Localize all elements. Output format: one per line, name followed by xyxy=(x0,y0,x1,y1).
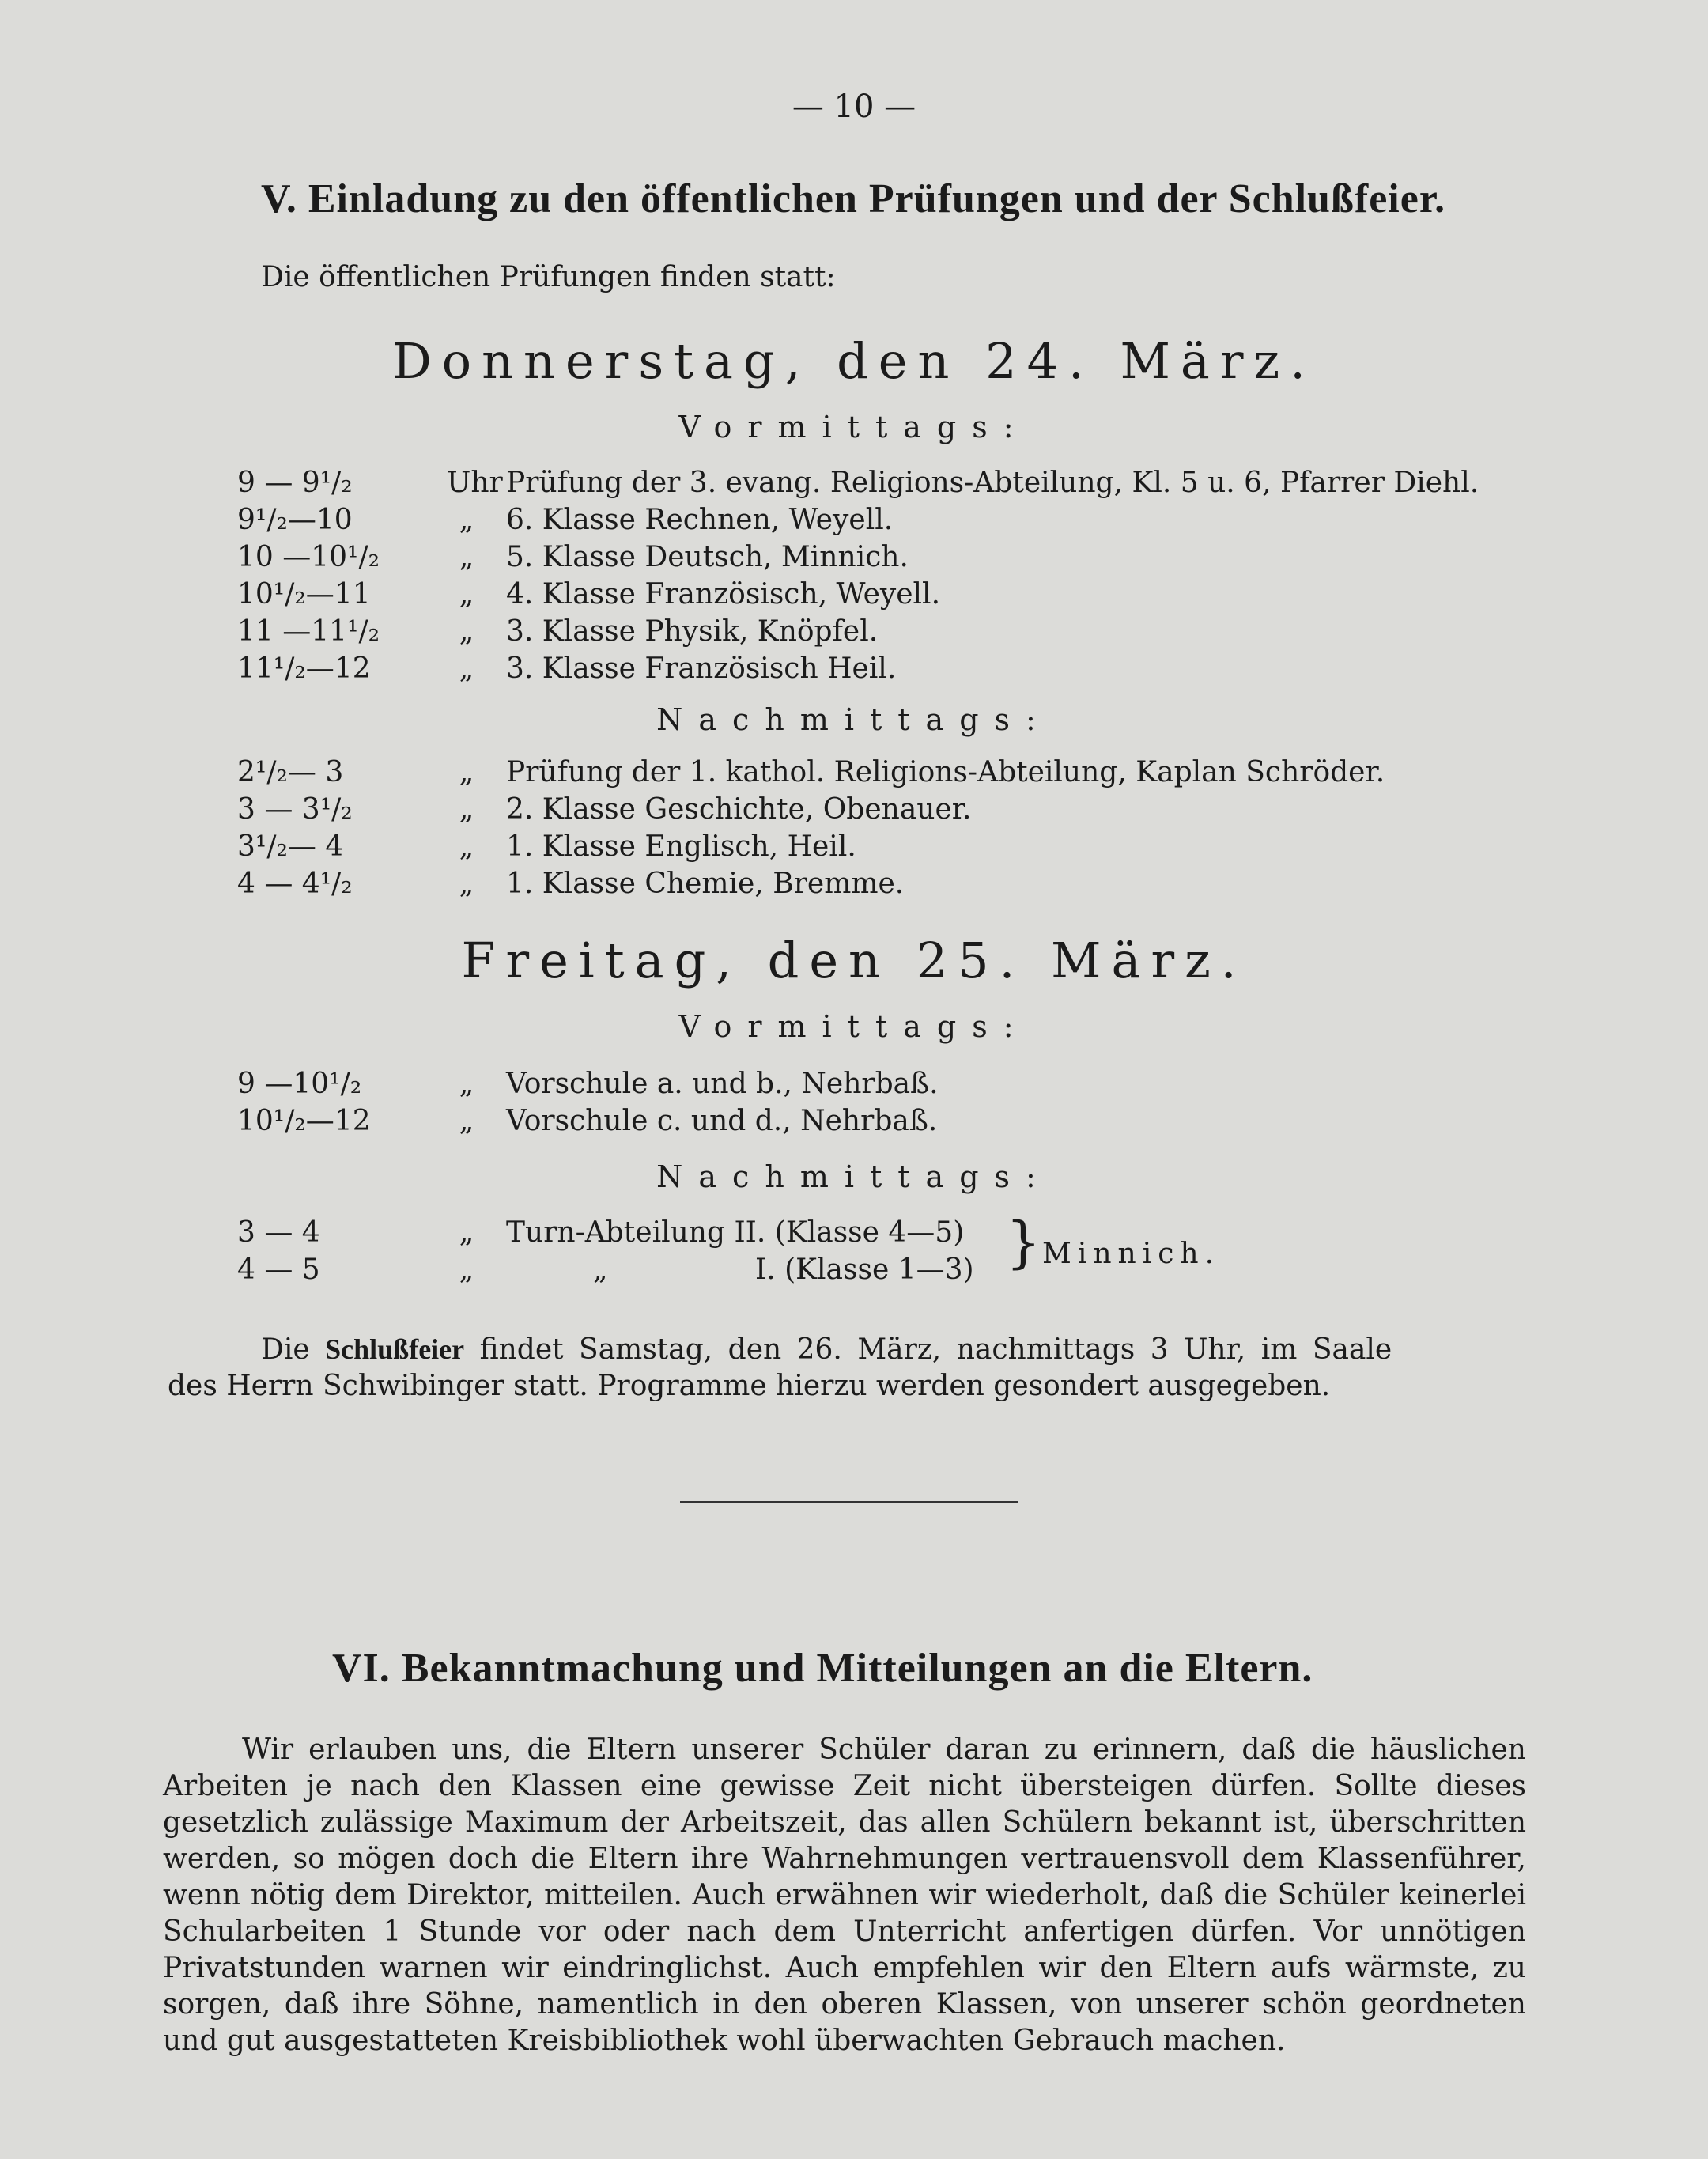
schedule-description: 4. Klasse Französisch, Weyell. xyxy=(506,578,941,611)
grouping-brace: } xyxy=(1006,1210,1041,1275)
ditto-mark: „ xyxy=(459,1216,474,1249)
schedule-time: 10¹/₂—11 xyxy=(237,578,371,611)
ditto-mark: „ xyxy=(593,1253,608,1286)
schedule-row xyxy=(0,504,1708,540)
schedule-time: 10¹/₂—12 xyxy=(237,1105,371,1137)
ditto-mark: „ xyxy=(459,652,474,685)
schedule-description: Prüfung der 1. kathol. Religions-Abteilung, Kaplan Schröder. xyxy=(506,756,1385,788)
schedule-description: Vorschule a. und b., Nehrbaß. xyxy=(506,1068,939,1100)
schedule-description: 3. Klasse Französisch Heil. xyxy=(506,652,897,685)
schedule-time: 11 —11¹/₂ xyxy=(237,615,380,648)
schedule-time: 9 — 9¹/₂ xyxy=(237,467,353,499)
schedule-row xyxy=(0,1216,1708,1253)
section-5-intro: Die öffentlichen Prüfungen finden statt: xyxy=(261,261,836,293)
ditto-mark: „ xyxy=(459,1068,474,1100)
schedule-time: 4 — 5 xyxy=(237,1253,320,1286)
schedule-time: 9¹/₂—10 xyxy=(237,504,353,536)
schedule-row xyxy=(0,1105,1708,1141)
schedule-time: 10 —10¹/₂ xyxy=(237,541,380,573)
schedule-description: 2. Klasse Geschichte, Obenauer. xyxy=(506,793,972,826)
ditto-mark: „ xyxy=(459,504,474,536)
schedule-description: 1. Klasse Englisch, Heil. xyxy=(506,830,856,863)
schedule-row xyxy=(0,868,1708,904)
schedule-time: 11¹/₂—12 xyxy=(237,652,371,685)
schedule-description: Turn-Abteilung II. (Klasse 4—5) xyxy=(506,1216,965,1249)
section-divider xyxy=(680,1501,1018,1503)
schedule-time: 2¹/₂— 3 xyxy=(237,756,344,788)
ditto-mark: „ xyxy=(459,830,474,863)
schedule-row xyxy=(0,467,1708,503)
ditto-mark: „ xyxy=(459,615,474,648)
schedule-row xyxy=(0,578,1708,614)
closing-keyword: Schlußfeier xyxy=(325,1333,465,1365)
schedule-description: 5. Klasse Deutsch, Minnich. xyxy=(506,541,909,573)
schedule-row xyxy=(0,541,1708,577)
page-number: — 10 — xyxy=(792,89,916,125)
schedule-description: 3. Klasse Physik, Knöpfel. xyxy=(506,615,879,648)
schedule-row xyxy=(0,830,1708,867)
section-5-heading: V. Einladung zu den öffentlichen Prüfungen und der Schlußfeier. xyxy=(261,176,1446,221)
schedule-row xyxy=(0,793,1708,830)
day-1-afternoon-label: Nachmittags: xyxy=(656,702,1052,737)
ditto-mark: „ xyxy=(459,793,474,826)
day-1-title: Donnerstag, den 24. März. xyxy=(392,332,1316,390)
day-2-title: Freitag, den 25. März. xyxy=(461,932,1247,989)
schedule-row xyxy=(0,756,1708,792)
day-2-morning-label: Vormittags: xyxy=(678,1009,1030,1044)
closing-line-1 xyxy=(261,1333,1392,1366)
schedule-time: 4 — 4¹/₂ xyxy=(237,868,353,900)
day-1-morning-label: Vormittags: xyxy=(678,410,1030,444)
section-6-paragraph: Wir erlauben uns, die Eltern unserer Schüler daran zu erinnern, daß die häuslichen Arbeiten je nach den Klassen eine gewisse Zeit nicht übersteigen dürfen. Sollte dieses gesetzlich zulässige Maximum der Arbeitszeit, das allen Schülern bekannt ist, überschritten werden, so mögen doch die Eltern ihre Wahrnehmungen vertrauensvoll dem Klassenführer, wenn nötig dem Direktor, mitteilen. Auch erwähnen wir wiederholt, daß die Schüler keinerlei Schularbeiten 1 Stunde vor oder nach dem Unterricht anfertigen dürfen. Vor unnötigen Privatstunden warnen wir eindringlichst. Auch empfehlen wir den Eltern aufs wärmste, zu sorgen, daß ihre Söhne, namentlich in den oberen Klassen, von unserer schön geordneten und gut ausgestatteten Kreisbibliothek wohl überwachten Gebrauch machen. xyxy=(163,1734,1526,2057)
schedule-row xyxy=(0,1068,1708,1104)
schedule-description: I. (Klasse 1—3) xyxy=(755,1253,974,1286)
day-2-afternoon-label: Nachmittags: xyxy=(656,1159,1052,1194)
section-6-heading: VI. Bekanntmachung und Mitteilungen an die Eltern. xyxy=(332,1646,1313,1691)
schedule-time: 9 —10¹/₂ xyxy=(237,1068,362,1100)
ditto-mark: „ xyxy=(459,578,474,611)
ditto-mark: „ xyxy=(459,868,474,900)
schedule-description: Vorschule c. und d., Nehrbaß. xyxy=(506,1105,938,1137)
schedule-description: 1. Klasse Chemie, Bremme. xyxy=(506,868,905,900)
schedule-description: Prüfung der 3. evang. Religions-Abteilung, Kl. 5 u. 6, Pfarrer Diehl. xyxy=(506,467,1479,499)
schedule-time: 3 — 3¹/₂ xyxy=(237,793,353,826)
schedule-row xyxy=(0,652,1708,689)
closing-text: findet Samstag, den 26. März, nachmittags 3 Uhr, im Saale xyxy=(479,1333,1392,1366)
closing-line-2: des Herrn Schwibinger statt. Programme hierzu werden gesondert ausgegeben. xyxy=(168,1370,1331,1402)
schedule-row xyxy=(0,615,1708,652)
schedule-time: 3 — 4 xyxy=(237,1216,320,1249)
closing-prefix: Die xyxy=(261,1333,310,1366)
schedule-unit: Uhr xyxy=(447,467,503,499)
supervising-teacher: Minnich. xyxy=(1042,1238,1221,1270)
ditto-mark: „ xyxy=(459,541,474,573)
ditto-mark: „ xyxy=(459,756,474,788)
schedule-row xyxy=(0,1253,1708,1290)
ditto-mark: „ xyxy=(459,1105,474,1137)
schedule-description: 6. Klasse Rechnen, Weyell. xyxy=(506,504,894,536)
ditto-mark: „ xyxy=(459,1253,474,1286)
schedule-time: 3¹/₂— 4 xyxy=(237,830,344,863)
